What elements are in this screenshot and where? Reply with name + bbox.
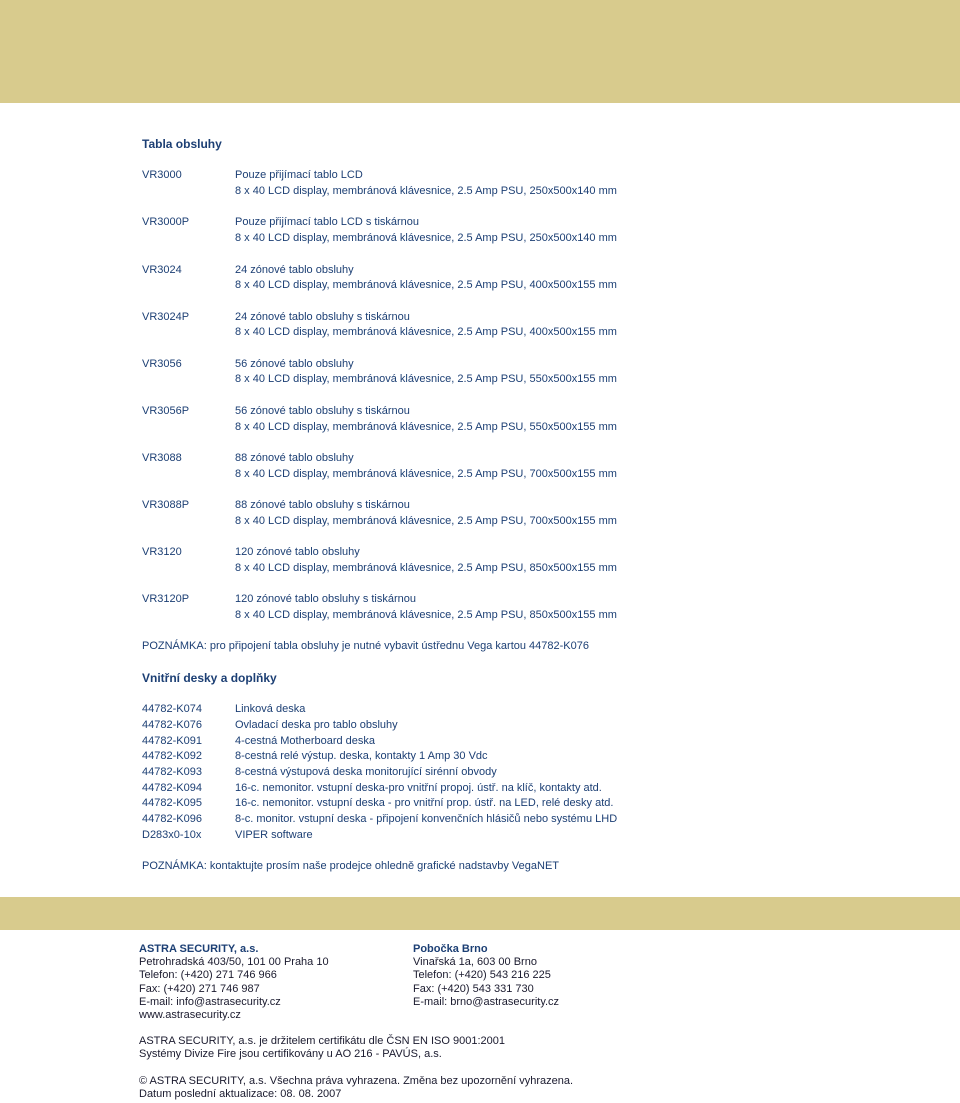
- product-title: 88 zónové tablo obsluhy s tiskárnou: [235, 499, 410, 512]
- product-row: [142, 545, 932, 576]
- company-address: Petrohradská 403/50, 101 00 Praha 10: [139, 956, 329, 969]
- board-row: [142, 734, 932, 750]
- footer: [139, 943, 919, 1101]
- product-title: 56 zónové tablo obsluhy s tiskárnou: [235, 404, 410, 417]
- product-code: VR3000: [142, 169, 182, 182]
- board-row: [142, 765, 932, 781]
- product-spec: 8 x 40 LCD display, membránová klávesnice, 2.5 Amp PSU, 400x500x155 mm: [235, 326, 617, 339]
- board-description: 8-cestná výstupová deska monitorující sirénní obvody: [235, 765, 497, 778]
- board-code: 44782-K076: [142, 718, 202, 731]
- product-description: [235, 545, 932, 576]
- product-spec: 8 x 40 LCD display, membránová klávesnice, 2.5 Amp PSU, 700x500x155 mm: [235, 514, 617, 527]
- company-phone: Telefon: (+420) 271 746 966: [139, 969, 277, 982]
- product-description: [235, 451, 932, 482]
- product-code: VR3088: [142, 451, 182, 464]
- branch-phone: Telefon: (+420) 543 216 225: [413, 969, 551, 982]
- section-heading-boards: Vnitřní desky a doplňky: [142, 670, 277, 685]
- product-title: Pouze přijímací tablo LCD: [235, 169, 363, 182]
- product-description: [235, 215, 932, 246]
- board-row: [142, 781, 932, 797]
- footer-contacts: [139, 943, 919, 1022]
- board-row: [142, 812, 932, 828]
- iso-certificate: ASTRA SECURITY, a.s. je držitelem certifikátu dle ČSN EN ISO 9001:2001: [139, 1035, 506, 1048]
- branch-fax: Fax: (+420) 543 331 730: [413, 982, 534, 995]
- headquarters-contact: [139, 943, 413, 1022]
- board-description: 4-cestná Motherboard deska: [235, 734, 376, 747]
- header-band: [0, 0, 960, 103]
- product-code: VR3088P: [142, 499, 190, 512]
- product-row: [142, 404, 932, 435]
- board-code: 44782-K091: [142, 734, 202, 747]
- footer-band: [0, 897, 960, 930]
- product-spec: 8 x 40 LCD display, membránová klávesnice, 2.5 Amp PSU, 850x500x155 mm: [235, 561, 617, 574]
- product-spec: 8 x 40 LCD display, membránová klávesnice, 2.5 Amp PSU, 550x500x155 mm: [235, 373, 617, 386]
- board-row: [142, 749, 932, 765]
- product-title: 120 zónové tablo obsluhy s tiskárnou: [235, 593, 417, 606]
- product-description: [235, 404, 932, 435]
- board-code: 44782-K093: [142, 765, 202, 778]
- product-spec: 8 x 40 LCD display, membránová klávesnice, 2.5 Amp PSU, 250x500x140 mm: [235, 232, 617, 245]
- board-description: 8-c. monitor. vstupní deska - připojení konvenčních hlásičů nebo systému LHD: [235, 813, 618, 826]
- board-code: D283x0-10x: [142, 828, 202, 841]
- product-title: 120 zónové tablo obsluhy: [235, 546, 360, 559]
- product-title: Pouze přijímací tablo LCD s tiskárnou: [235, 216, 420, 229]
- board-description: 16-c. nemonitor. vstupní deska - pro vnitřní prop. ústř. na LED, relé desky atd.: [235, 797, 614, 810]
- product-spec: 8 x 40 LCD display, membránová klávesnice, 2.5 Amp PSU, 250x500x140 mm: [235, 185, 617, 198]
- board-code: 44782-K095: [142, 797, 202, 810]
- board-list: [142, 702, 932, 843]
- product-row: [142, 215, 932, 246]
- branch-name: Pobočka Brno: [413, 943, 488, 955]
- product-description: [235, 263, 932, 294]
- panel-note: POZNÁMKA: pro připojení tabla obsluhy je nutné vybavit ústřednu Vega kartou 44782-K076: [142, 640, 589, 653]
- product-row: [142, 263, 932, 294]
- board-row: [142, 718, 932, 734]
- board-description: VIPER software: [235, 828, 313, 841]
- company-email[interactable]: E-mail: info@astrasecurity.cz: [139, 995, 281, 1008]
- last-updated: Datum poslední aktualizace: 08. 08. 2007: [139, 1087, 342, 1100]
- product-spec: 8 x 40 LCD display, membránová klávesnice, 2.5 Amp PSU, 700x500x155 mm: [235, 467, 617, 480]
- board-code: 44782-K074: [142, 703, 202, 716]
- product-code: VR3000P: [142, 216, 190, 229]
- main-content: [142, 137, 932, 875]
- board-description: 16-c. nemonitor. vstupní deska-pro vnitřní propoj. ústř. na klíč, kontakty atd.: [235, 781, 602, 794]
- product-row: [142, 498, 932, 529]
- board-row: [142, 702, 932, 718]
- product-row: [142, 310, 932, 341]
- board-row: [142, 828, 932, 844]
- certification: [139, 1035, 919, 1061]
- branch-contact: [413, 943, 687, 1022]
- product-title: 56 zónové tablo obsluhy: [235, 357, 354, 370]
- product-spec: 8 x 40 LCD display, membránová klávesnice, 2.5 Amp PSU, 400x500x155 mm: [235, 279, 617, 292]
- board-code: 44782-K094: [142, 781, 202, 794]
- product-spec: 8 x 40 LCD display, membránová klávesnice, 2.5 Amp PSU, 850x500x155 mm: [235, 608, 617, 621]
- fire-certificate: Systémy Divize Fire jsou certifikovány u AO 216 - PAVÚS, a.s.: [139, 1048, 442, 1061]
- product-code: VR3024: [142, 263, 182, 276]
- product-title: 88 zónové tablo obsluhy: [235, 451, 354, 464]
- product-description: [235, 168, 932, 199]
- company-website[interactable]: www.astrasecurity.cz: [139, 1009, 241, 1022]
- board-code: 44782-K096: [142, 813, 202, 826]
- product-list: [142, 168, 932, 623]
- product-title: 24 zónové tablo obsluhy s tiskárnou: [235, 310, 410, 323]
- product-description: [235, 310, 932, 341]
- product-description: [235, 592, 932, 623]
- product-row: [142, 357, 932, 388]
- product-code: VR3120: [142, 546, 182, 559]
- product-code: VR3056: [142, 357, 182, 370]
- board-code: 44782-K092: [142, 750, 202, 763]
- board-description: Linková deska: [235, 703, 306, 716]
- branch-address: Vinařská 1a, 603 00 Brno: [413, 956, 537, 969]
- company-fax: Fax: (+420) 271 746 987: [139, 982, 260, 995]
- company-name: ASTRA SECURITY, a.s.: [139, 943, 259, 955]
- section-heading-panels: Tabla obsluhy: [142, 137, 222, 151]
- product-code: VR3024P: [142, 310, 190, 323]
- product-title: 24 zónové tablo obsluhy: [235, 263, 354, 276]
- product-spec: 8 x 40 LCD display, membránová klávesnice, 2.5 Amp PSU, 550x500x155 mm: [235, 420, 617, 433]
- product-code: VR3120P: [142, 593, 190, 606]
- board-description: Ovladací deska pro tablo obsluhy: [235, 718, 398, 731]
- product-row: [142, 168, 932, 199]
- product-description: [235, 357, 932, 388]
- product-code: VR3056P: [142, 404, 190, 417]
- product-row: [142, 592, 932, 623]
- board-row: [142, 796, 932, 812]
- copyright-block: [139, 1075, 919, 1101]
- product-row: [142, 451, 932, 482]
- copyright: © ASTRA SECURITY, a.s. Všechna práva vyhrazena. Změna bez upozornění vyhrazena.: [139, 1074, 574, 1087]
- board-note: POZNÁMKA: kontaktujte prosím naše prodejce ohledně grafické nadstavby VegaNET: [142, 860, 559, 873]
- branch-email[interactable]: E-mail: brno@astrasecurity.cz: [413, 995, 560, 1008]
- board-description: 8-cestná relé výstup. deska, kontakty 1 Amp 30 Vdc: [235, 750, 488, 763]
- product-description: [235, 498, 932, 529]
